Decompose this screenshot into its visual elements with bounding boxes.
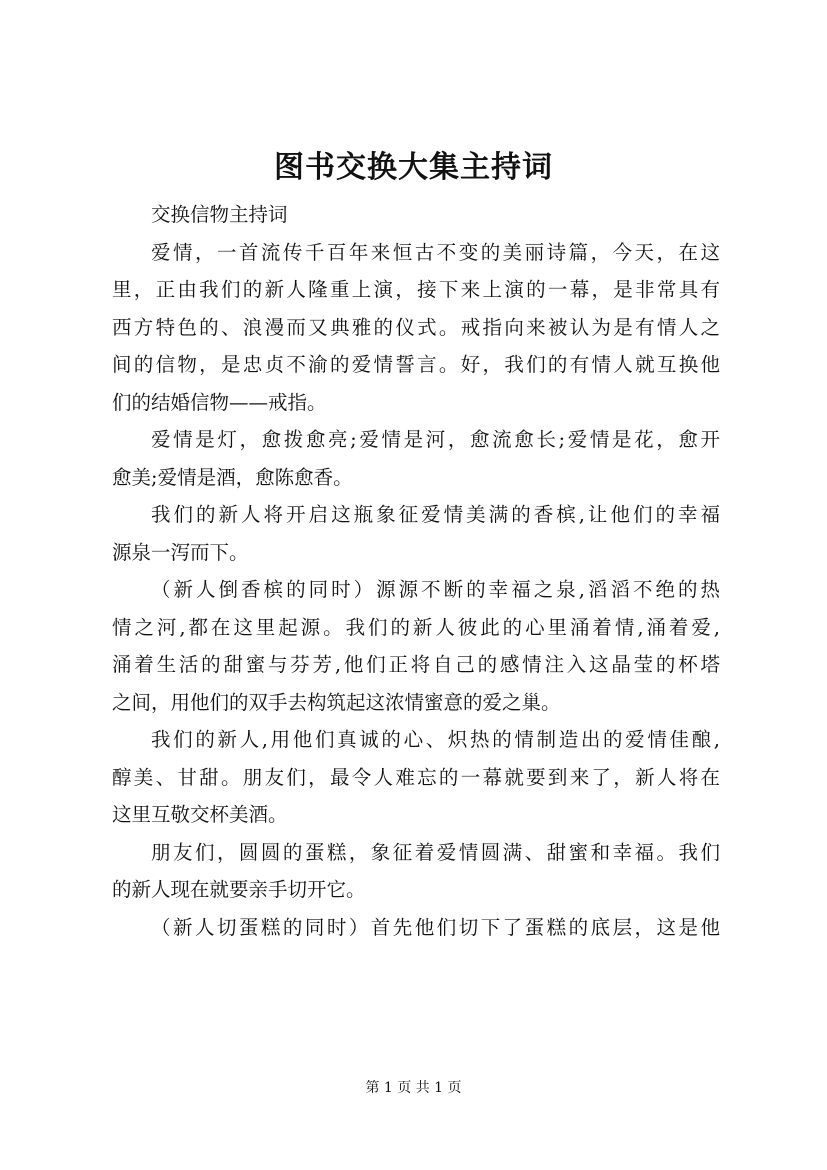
paragraph-line: 愈美;爱情是酒，愈陈愈香。 [112,465,353,489]
paragraph-line: 们的结婚信物——戒指。 [112,390,327,414]
page-footer: 第 1 页 共 1 页 [365,1080,462,1096]
document-body [112,196,720,946]
paragraph [112,834,720,909]
paragraph-line: 爱情，一首流传千百年来恒古不变的美丽诗篇，今天，在这 [151,240,720,264]
paragraph-line: 这里互敬交杯美酒。 [112,803,288,826]
paragraph-line: 间的信物，是忠贞不渝的爱情誓言。好，我们的有情人就互换他 [112,353,720,376]
paragraph [112,721,720,834]
paragraph-line: （新人倒香槟的同时）源源不断的幸福之泉,滔滔不绝的热 [151,578,720,601]
paragraph-line: 情之河,都在这里起源。我们的新人彼此的心里涌着情,涌着爱, [112,615,720,639]
paragraph [112,909,720,947]
paragraph [112,234,720,422]
paragraph-line: 之间，用他们的双手去构筑起这浓情蜜意的爱之巢。 [112,690,561,714]
paragraph-line: 我们的新人将开启这瓶象征爱情美满的香槟,让他们的幸福 [151,503,720,526]
paragraph [112,496,720,571]
document-subtitle: 交换信物主持词 [151,203,288,226]
paragraph-line: 我们的新人,用他们真诚的心、炽热的情制造出的爱情佳酿, [151,728,720,751]
paragraph-line: 朋友们，圆圆的蛋糕，象征着爱情圆满、甜蜜和幸福。我们 [151,840,720,864]
paragraph-line: 里，正由我们的新人隆重上演，接下来上演的一幕，是非常具有 [112,278,720,301]
paragraph-line: 的新人现在就要亲手切开它。 [112,878,366,901]
paragraph [112,421,720,496]
paragraph-line: 涌着生活的甜蜜与芬芳,他们正将自己的感情注入这晶莹的杯塔 [112,653,720,676]
paragraph-line: 醇美、甘甜。朋友们，最令人难忘的一幕就要到来了，新人将在 [112,765,720,789]
paragraph-line: （新人切蛋糕的同时）首先他们切下了蛋糕的底层，这是他 [151,915,720,939]
paragraph [112,571,720,721]
document-title: 图书交换大集主持词 [274,150,553,185]
paragraph-line: 爱情是灯，愈拨愈亮;爱情是河，愈流愈长;爱情是花，愈开 [151,428,720,451]
paragraph-line: 西方特色的、浪漫而又典雅的仪式。戒指向来被认为是有情人之 [112,315,720,339]
paragraph-line: 源泉一泻而下。 [112,540,249,564]
